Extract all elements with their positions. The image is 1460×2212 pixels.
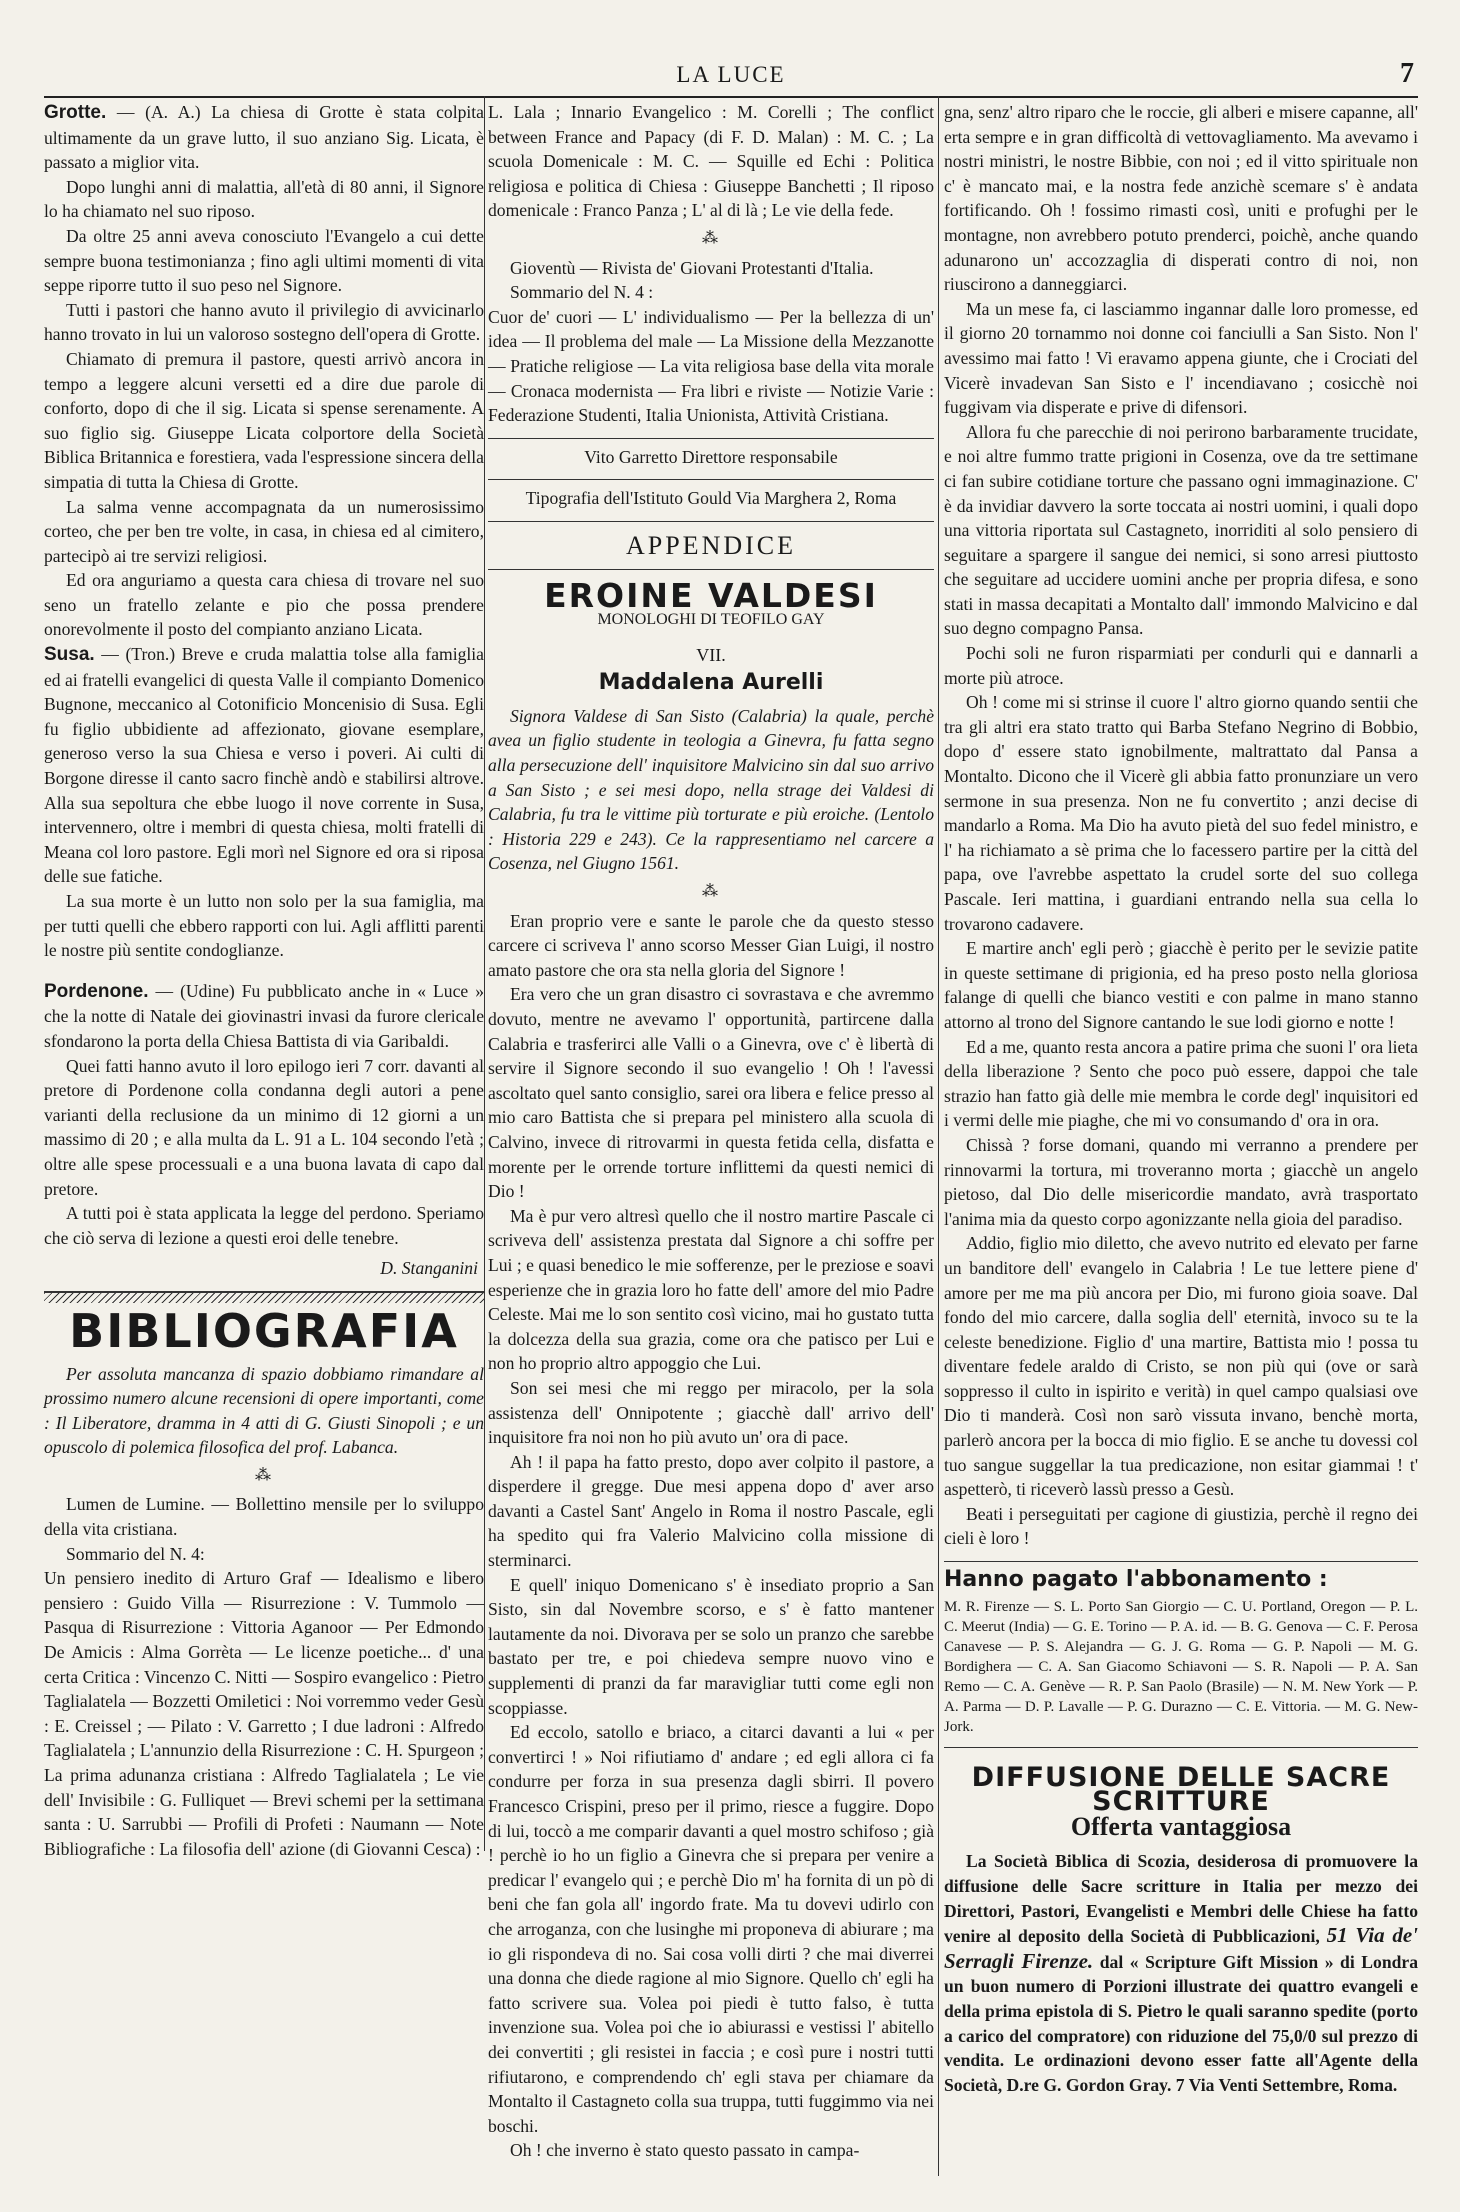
susa-p1 bbox=[44, 642, 484, 889]
appendix-p5: Ah ! il papa ha fatto presto, dopo aver colpito il pastore, a disperdere il gregge. Due mesi appena dopo d' aver arso davanti a Castel Sant' Angelo in Roma il nostro Pascale, egli ha spedito qui fra Valerio Malvicino colla missione di sterminarci. bbox=[488, 1451, 934, 1571]
decorative-divider bbox=[44, 1291, 484, 1303]
lumen-sommario-label: Sommario del N. 4: bbox=[66, 1543, 205, 1564]
appendix-p3: Ma è pur vero altresì quello che il nostro martire Pascale ci scriveva dell' assistenza prestata dal Signore a chi soffre per Lui ; e quasi benedico le mie sofferenze, per le preziose e soavi esperienze che in grazia loro ho fatte dell' amore del mio Padre Celeste. Mai me lo son sentito così vicino, mai ho gustato tutta la dolcezza della sua grazia, come ora che patisco per Lui e non ho proprio altro appoggio che Lui. bbox=[488, 1205, 934, 1374]
director-line: Vito Garretto Direttore responsabile bbox=[584, 446, 838, 467]
grotte-p1 bbox=[44, 100, 484, 175]
susa-p1-text: — (Tron.) Breve e cruda malattia tolse alla famiglia ed ai fratelli evangelici di questa Valle il compianto Domenico Bugnone, meccanico al Cotonificio Moncenisio di Susa. Egli fu figlio ubbidiente ad affezionato, giovane esemplare, generoso verso la sua Chiesa e verso i poveri. Ai culti di Borgone diresse il canto sacro finchè andò e stabilirsi altrove. Alla sua sepoltura che ebbe luogo il nove corrente in Susa, intervennero, oltre i membri di questa chiesa, molti fratelli di Meana col loro pastore. Egli morì nel Signore ed ora si riposa delle sue fatiche. bbox=[44, 644, 484, 887]
appendix-intro: Signora Valdese di San Sisto (Calabria) la quale, perchè avea un figlio studente in teologia a Ginevra, fu fatta segno alla persecuzione dell' inquisitore Malvicino sin dal suo arrivo a San Sisto ; e sei mesi dopo, nella strage dei Valdesi di Calabria, fu tra le vittime più torturate e più eroiche. (Lentolo : Historia 229 e 243). Ce la rappresentiamo nel carcere a Cosenza, nel Giugno 1561. bbox=[488, 705, 934, 874]
pordenone-p1 bbox=[44, 979, 484, 1054]
gioventu-heading: Gioventù — Rivista de' Giovani Protestanti d'Italia. bbox=[510, 257, 874, 278]
page-header bbox=[44, 56, 1418, 98]
bibliografia-intro: Per assoluta mancanza di spazio dobbiamo rimandare al prossimo numero alcune recensioni di opere importanti, come : Il Liberatore, dramma in 4 atti di G. Giusti Sinopoli ; e un opuscolo di polemica filosofica del prof. Labanca. bbox=[44, 1363, 484, 1458]
advert-title: DIFFUSIONE DELLE SACRE SCRITTURE bbox=[971, 1761, 1391, 1818]
appendix-p2: Era vero che un gran disastro ci sovrastava e che avremmo dovuto, mentre ne avevamo l' opportunità, partircene dalla Calabria e trasferirci alle Valli o a Ginevra, ove c' è libertà di servire il Signore secondo il suo evangelio ! Oh ! l'avessi ascoltato quel santo consiglio, sarei ora libera e felice presso al mio caro Battista che si prepara pel ministero alla scuola di Calvino, invece di ritrovarmi in questa fetida cella, disfatta e morente per le orrende torture inflittemi da questi nemici di Dio ! bbox=[488, 984, 934, 1202]
lumen-sommario-cont: L. Lala ; Innario Evangelico : M. Corelli ; The conflict between France and Papacy (di F. D. Malan) : M. C. ; La scuola Domenicale : M. C. — Squille ed Echi : Politica religiosa e politica di Chiesa : Giuseppe Banchetti ; Il riposo domenicale : Franco Panza ; L' al di là ; Le vie della fede. bbox=[488, 102, 934, 221]
c3-p10: Beati i perseguitati per cagione di giustizia, perchè il regno dei cieli è loro ! bbox=[944, 1503, 1418, 1549]
grotte-p6: La salma venne accompagnata da un numerosissimo corteo, che per ben tre volte, in casa, in chiesa ed al cimitero, partecipò ai tre servizi religiosi. bbox=[44, 496, 484, 566]
c3-p4: Pochi soli ne furon risparmiati per condurli qui e dannarli a morte più atroce. bbox=[944, 643, 1418, 688]
appendix-p6: E quell' iniquo Domenicano s' è insediato proprio a San Sisto, sin dal Novembre scorso, e s' è fatto mantener lautamente da noi. Divorava per se solo un pranzo che sarebbe bastato per tre, e poi chiedeva sempre nuovo vino e supplementi di pranzi da far maravigliar tutti come egli non scoppiasse. bbox=[488, 1574, 934, 1718]
c3-p7: Ed a me, quanto resta ancora a patire prima che suoni l' ora lieta della liberazione ? Sento che poco può essere, dappoi che tale strazio han fatto già delle mie membra le corde degl' inquisitori ed i vermi delle mie piaghe, che mi vo consumando d' ora in ora. bbox=[944, 1036, 1418, 1131]
subscriptions-title: Hanno pagato l'abbonamento : bbox=[944, 1561, 1418, 1593]
gioventu-sommario-label: Sommario del N. 4 : bbox=[510, 282, 654, 303]
appendix-label: APPENDICE bbox=[625, 530, 796, 560]
bibliografia-title: BIBLIOGRAFIA bbox=[69, 1303, 459, 1358]
column-2 bbox=[488, 100, 934, 2163]
susa-p2: La sua morte è un lutto non solo per la sua famiglia, ma per tutti quelli che ebbero rapporti con lui. Agli afflitti parenti le nostre più sentite condoglianze. bbox=[44, 891, 484, 961]
advert-text-2: dal « Scripture Gift Mission » di Londra un buon numero di Porzioni illustrate dei quattro evangeli e della prima epistola di S. Pietro le quali saranno spedite (porto a carico del compratore) con riduzione del 75,0/0 sul prezzo di vendita. Le ordinazioni devono esser fatte all'Agente della Società, D.re G. Gordon Gray. 7 Via Venti Settembre, Roma. bbox=[944, 1951, 1418, 2095]
lumen-heading: Lumen de Lumine. — Bollettino mensile per lo sviluppo della vita cristiana. bbox=[44, 1494, 484, 1540]
place-grotte: Grotte. bbox=[44, 102, 107, 123]
grotte-p4: Tutti i pastori che hanno avuto il privilegio di avvicinarlo hanno trovato in lui un valoroso sostegno dell'opera di Grotte. bbox=[44, 299, 484, 345]
column-1 bbox=[44, 100, 484, 1861]
grotte-p3: Da oltre 25 anni aveva conosciuto l'Evangelo a cui dette sempre buona testimonianza ; fino agli ultimi momenti di vita seppe riporre tutto il suo peso nel Signore. bbox=[44, 225, 484, 296]
c3-p1: gna, senz' altro riparo che le roccie, gli alberi e misere capanne, all' erta sempre e in gran difficoltà di vettovagliamento. Ma avevamo i nostri ministri, le nostre Bibbie, con noi ; ed il vitto spirituale non c' è mancato mai, e la nostra fede anzichè scemare s' è andata fortificando. Oh ! fossimo rimasti così, uniti e profughi per le montagne, non avrebbero potuto prenderci, poichè, anche quando adunarono un' accozzaglia di disperati contro di noi, non riuscirono a danneggiarci. bbox=[944, 102, 1418, 295]
column-divider-2 bbox=[938, 96, 939, 2176]
c3-p2: Ma un mese fa, ci lasciammo ingannar dalle loro promesse, ed il giorno 20 tornammo noi donne coi fanciulli a San Sisto. Non l' avessimo mai fatto ! Vi eravamo appena giunte, che i Crociati del Vicerè invadevan San Sisto e l' incendiavano ; cosicchè noi fuggivam via disperate e prive di difensori. bbox=[944, 298, 1418, 418]
appendix-p7: Ed eccolo, satollo e briaco, a citarci davanti a lui « per convertirci ! » Noi rifiutiamo d' andare ; ed egli allora ci fa condurre per forza in sua presenza dagli sbirri. Il povero Francesco Crispini, preso per il primo, riesce a fuggire. Dopo di lui, toccò a me comparir davanti a quel mostro schifoso ; già ! perchè io ho un figlio a Ginevra che si prepara per venire a predicar l' evangelo qui ; e perchè Dio m' ha fornita di un pò di beni che fan gola all' ingordo frate. Ma tu dovevi udirlo con che arroganza, con che lusinghe mi proponeva di abiurare ; ma io gli rispondeva di no. Sai cosa volli dirti ? che mai diverrei una donna che diede ragione al mio Signore. Quello ch' egli ha fatto scrivere sua. Volea poi piedi è tutto falso, è tutta invenzione sua. Volea poi che io abiurassi e vestissi l' abitello dei convertiti ; gli resistei in faccia ; e così pure i nostri tutti rifiutarono, e comprendendo ch' egli stava per chiamare da Montalto il Castagneto colla sua truppa, tutti fuggimmo via nei boschi. bbox=[488, 1722, 934, 2136]
rule bbox=[488, 521, 934, 522]
series-title: EROINE VALDESI bbox=[544, 575, 878, 615]
c3-p6: E martire anch' egli però ; giacchè è perito per le sevizie patite in queste settimane di prigionia, ed ha preso posto nella gloriosa falange di quelli che bianco vestiti e con palme in mano stanno attorno al trono del Signore cantando le sue lodi giorno e notte ! bbox=[944, 938, 1418, 1032]
series-subtitle: MONOLOGHI DI TEOFILO GAY bbox=[597, 611, 825, 629]
grotte-p5: Chiamato di premura il pastore, questi arrivò ancora in tempo a leggere alcuni versetti ed a dire due parole di conforto, dopo di che il sig. Licata si spense serenamente. A suo figlio sig. Giuseppe Licata colportore della Società Biblica Britannica e forestiera, vada l'espressione sincera della simpatia di tutta la Chiesa di Grotte. bbox=[44, 348, 484, 492]
grotte-p2: Dopo lunghi anni di malattia, all'età di 80 anni, il Signore lo ha chiamato nel suo riposo. bbox=[44, 176, 484, 222]
grotte-p1-text: — (A. A.) La chiesa di Grotte è stata colpita ultimamente da un grave lutto, il suo anziano Sig. Licata, è passato a miglior vita. bbox=[44, 102, 484, 173]
printer-line: Tipografia dell'Istituto Gould Via Marghera 2, Roma bbox=[525, 488, 897, 509]
rule bbox=[944, 1747, 1418, 1748]
c3-p9: Addio, figlio mio diletto, che avevo nutrito ed elevato per farne un banditore dell' evangelo in Calabria ! Le tue lettere piene d' amore per me ma più ancora per Dio, mi furono gioia soave. Dal fondo del mio carcere, dalla soglia dell' eternità, invoco su te la celeste benedizione. Figlio d' una martire, Battista mio ! possa tu diventare fedele araldo di Cristo, se non più qui (ove or sarà soppresso il culto in ispirito e verità) in quel campo qualsiasi ove Dio ti manderà. Così non sarò vissuta invano, benchè morta, parlerò ancora per la bocca di mio figlio. E se anche tu dovessi col tuo sangue suggellar la tua predicazione, non esitar giammai ! t' aspetterò, ti riceverò lassù presso a Gesù. bbox=[944, 1233, 1418, 1500]
advert-address: 51 Via de' Serragli Firenze. bbox=[944, 1923, 1418, 1973]
asterism: ⁂ bbox=[702, 229, 720, 247]
rule bbox=[488, 479, 934, 480]
grotte-p7: Ed ora anguriamo a questa cara chiesa di trovare nel suo seno un fratello zelante e pio che possa prendere onorevolmente il posto del compianto anziano Licata. bbox=[44, 570, 484, 640]
asterism: ⁂ bbox=[702, 883, 720, 901]
appendix-p8: Oh ! che inverno è stato questo passato in campa- bbox=[510, 2140, 860, 2161]
chapter-number: VII. bbox=[696, 644, 726, 665]
c3-p3: Allora fu che parecchie di noi perirono barbaramente trucidate, e noi altre fummo tratte prigioni in Cosenza, ove da tre settimane ci fan subire cotidiane torture che passano ogni immaginazione. C' è da invidiar davvero la sorte toccata ai nostri uomini, i quali dopo una vittoria riportata sul Castagneto, inorriditi al solo pensiero di seguitare a spargere il sangue dei nemici, si sono arresi piuttosto che seguitare ad uccidere uomini anche per propria difesa, e sono stati in massa decapitati a Montalto dall' immondo Malvicino e dal suo degno compagno Pansa. bbox=[944, 421, 1418, 639]
column-3 bbox=[944, 100, 1418, 2097]
pordenone-p1-text: — (Udine) Fu pubblicato anche in « Luce » che la notte di Natale dei giovinastri invasi da furore clericale sfondarono la porta della Chiesa Battista di via Garibaldi. bbox=[44, 980, 484, 1051]
appendix-p1: Eran proprio vere e sante le parole che da questo stesso carcere ci scriveva l' anno scorso Messer Gian Luigi, il nostro amato pastore che ora sta nella gloria del Signore ! bbox=[488, 910, 934, 980]
appendix-p4: Son sei mesi che mi reggo per miracolo, per la sola assistenza dell' Onnipotente ; giacchè dall' arrivo dell' inquisitore fra noi non ho più avuto un' ora di pace. bbox=[488, 1377, 934, 1448]
place-pordenone: Pordenone. bbox=[44, 980, 149, 1002]
advert-text-1: La Società Biblica di Scozia, desiderosa di promuovere la diffusione delle Sacre scritture in Italia per mezzo dei Direttori, Pastori, Evangelisti e Membri delle Chiese ha fatto venire al deposito della Società di Pubblicazioni, bbox=[944, 1851, 1418, 1947]
rule bbox=[488, 569, 934, 570]
advert-text bbox=[944, 1849, 1418, 2097]
place-susa: Susa. bbox=[44, 644, 95, 666]
pordenone-p2: Quei fatti hanno avuto il loro epilogo ieri 7 corr. davanti al pretore di Pordenone colla condanna degli autori a pene varianti della reclusione da un minimo di 12 giorni a un massimo di 20 ; e alla multa da L. 91 a L. 104 secondo l'età ; oltre alle spese processuali e a una buona lavata di capo dal pretore. bbox=[44, 1055, 484, 1199]
c3-p8: Chissà ? forse domani, quando mi verranno a prendere per rinnovarmi la tortura, mi troveranno morta ; giacchè un angelo pietoso, dal Dio delle misericordie mandato, avrà trasportato l'anima mia da questo corpo agonizzante nella gioia del paradiso. bbox=[944, 1134, 1418, 1229]
rule bbox=[488, 438, 934, 439]
lumen-sommario: Un pensiero inedito di Arturo Graf — Idealismo e libero pensiero : Guido Villa — Risurrezione : V. Tummolo — Pasqua di Risurrezione : Vittoria Aganoor — Per Edmondo De Amicis : Alma Gorrèta — Le licenze poetiche... d' una certa Critica : Vincenzo C. Nitti — Sospiro evangelico : Pietro Taglialatela — Bozzetti Omiletici : Noi vorremmo veder Gesù : E. Creissel ; — Pilato : V. Garretto ; I due ladroni : Alfredo Taglialatela ; L'annunzio della Risurrezione : C. H. Spurgeon ; La prima adunanza cristiana : Alfredo Taglialatela ; Le vie dell' Invisibile : G. Fulliquet — Brevi schemi per la settimana santa : U. Sarrubbi — Profili di Profeti : Naumann — Note Bibliografiche : La filosofia dell' azione (di Giovanni Cesca) : bbox=[44, 1568, 484, 1859]
heroine-name: Maddalena Aurelli bbox=[598, 670, 824, 696]
asterism: ⁂ bbox=[255, 1466, 273, 1484]
page-number: 7 bbox=[1400, 58, 1414, 89]
pordenone-p3: A tutti poi è stata applicata la legge del perdono. Speriamo che ciò serva di lezione a questi eroi delle tenebre. bbox=[44, 1203, 484, 1248]
c3-p5: Oh ! come mi si strinse il cuore l' altro giorno quando sentii che tra gli altri era stato tratto qui Barba Stefano Negrino di Bobbio, dopo d' essere stato ignobilmente, maltrattato dal Pansa a Montalto. Dicono che il Vicerè gli abbia fatto pronunziare un vero sermone in sua presenza. Non ne fu convertito ; anzi decise di mandarlo a Roma. Ma Dio ha avuto pietà del suo fedel ministro, e l' ha richiamato a sè prima che lo facessero partire per la città del papa, ove l'avrebbe aspettato la crudel sorte del suo collega Pascale. Ieri mattina, i guardiani entrando nella sua cella lo trovarono cadavere. bbox=[944, 692, 1418, 934]
advert-subtitle: Offerta vantaggiosa bbox=[1070, 1811, 1292, 1841]
newspaper-title: LA LUCE bbox=[676, 62, 786, 87]
column-divider-1 bbox=[484, 96, 485, 1851]
signature-stanganini: D. Stanganini bbox=[380, 1258, 478, 1279]
gioventu-sommario: Cuor de' cuori — L' individualismo — Per la bellezza di un' idea — Il problema del male — La Missione della Mezzanotte — Pratiche religiose — La vita religiosa base della vita morale — Cronaca modernista — Fra libri e riviste — Notizie Varie : Federazione Studenti, Italia Unionista, Attività Cristiana. bbox=[488, 306, 934, 426]
subscriptions-list: M. R. Firenze — S. L. Porto San Giorgio — C. U. Portland, Oregon — P. L. C. Meerut (India) — G. E. Torino — P. A. id. — B. G. Genova — C. F. Perosa Canavese — P. S. Alejandra — G. J. G. Roma — G. P. Napoli — M. G. Bordighera — C. A. San Giacomo Schiavoni — S. R. Napoli — P. A. San Remo — C. A. Genève — R. P. San Paolo (Brasile) — N. M. New York — P. A. Parma — D. P. Lavalle — P. G. Durazno — C. E. Vittoria. — M. G. New-Jork. bbox=[944, 1598, 1418, 1735]
